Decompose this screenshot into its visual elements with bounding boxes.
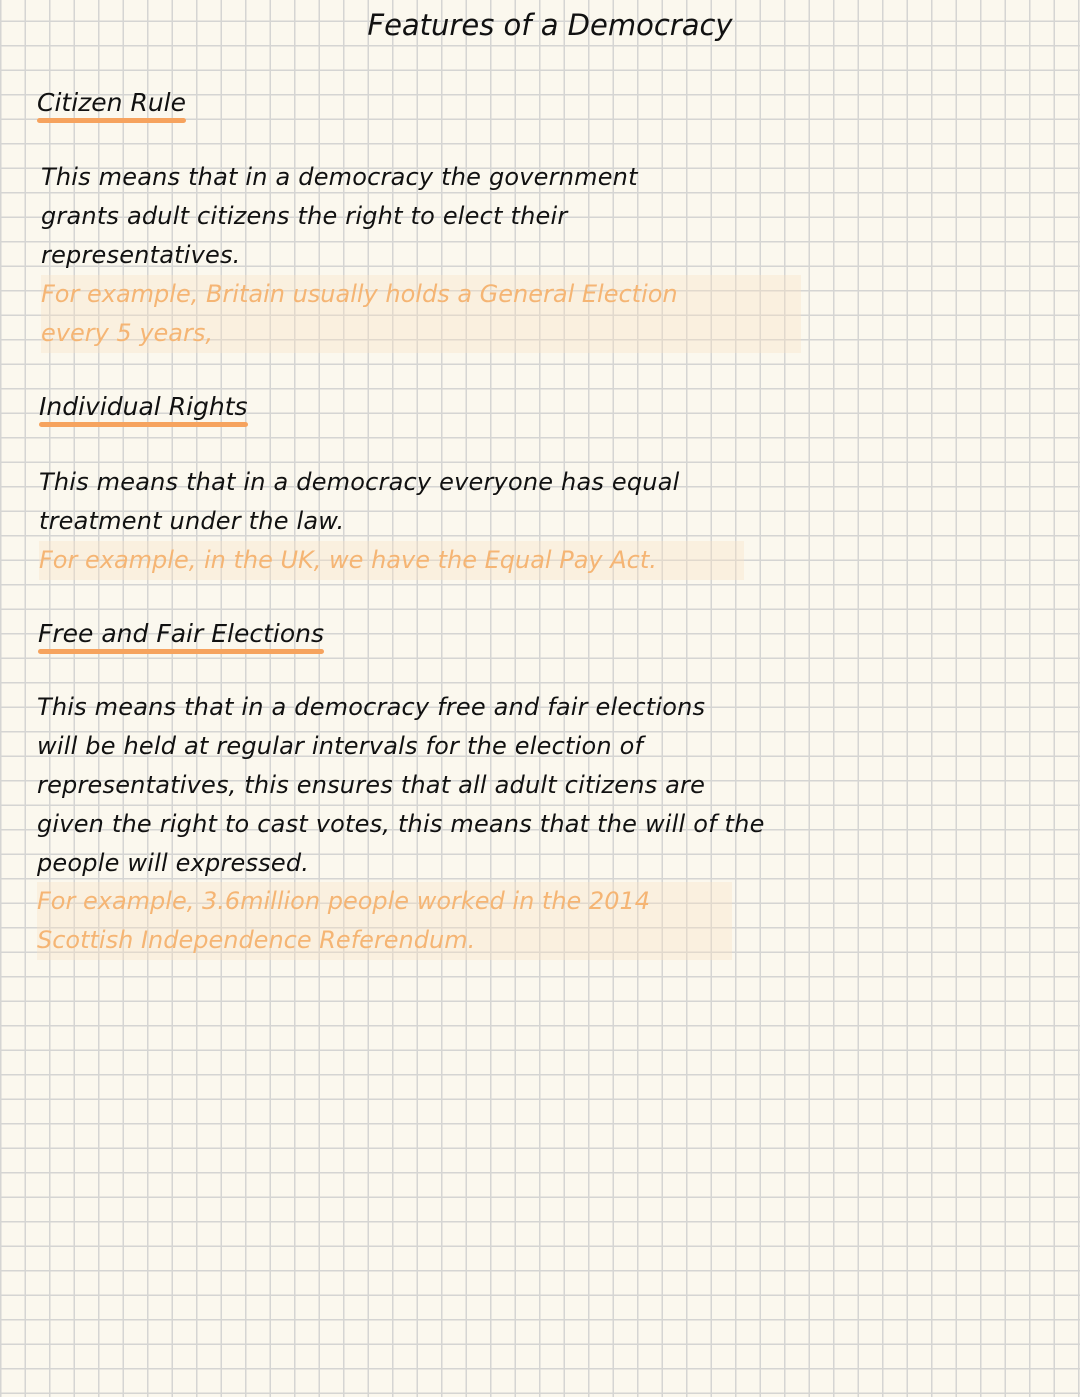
body-line: will be held at regular intervals for the election of (37, 732, 644, 760)
heading-citizen-rule: Citizen Rule (37, 88, 186, 117)
example-citizen-rule (41, 275, 801, 353)
body-line: This means that in a democracy everyone has equal (39, 468, 680, 496)
example-line: For example, Britain usually holds a General Election (41, 280, 678, 308)
body-line: people will expressed. (37, 849, 310, 877)
body-individual-rights (39, 463, 679, 541)
body-line: treatment under the law. (39, 507, 345, 535)
page-title: Features of a Democracy (367, 8, 733, 42)
body-line: This means that in a democracy free and fair elections (37, 693, 706, 721)
example-individual-rights (39, 541, 744, 580)
body-line: grants adult citizens the right to elect their (41, 202, 568, 230)
body-free-fair-elections (37, 688, 765, 883)
body-line: representatives, this ensures that all adult citizens are (37, 771, 706, 799)
heading-individual-rights: Individual Rights (39, 392, 248, 421)
heading-free-fair-elections: Free and Fair Elections (38, 619, 324, 648)
body-line: This means that in a democracy the government (41, 163, 638, 191)
body-line: representatives. (41, 241, 241, 269)
example-free-fair-elections (37, 882, 732, 960)
body-line: given the right to cast votes, this means that the will of the (37, 810, 765, 838)
example-line: Scottish Independence Referendum. (37, 926, 476, 954)
example-line: For example, in the UK, we have the Equal Pay Act. (39, 546, 657, 574)
example-line: every 5 years, (41, 319, 214, 347)
body-citizen-rule (41, 158, 638, 275)
example-line: For example, 3.6million people worked in the 2014 (37, 887, 650, 915)
